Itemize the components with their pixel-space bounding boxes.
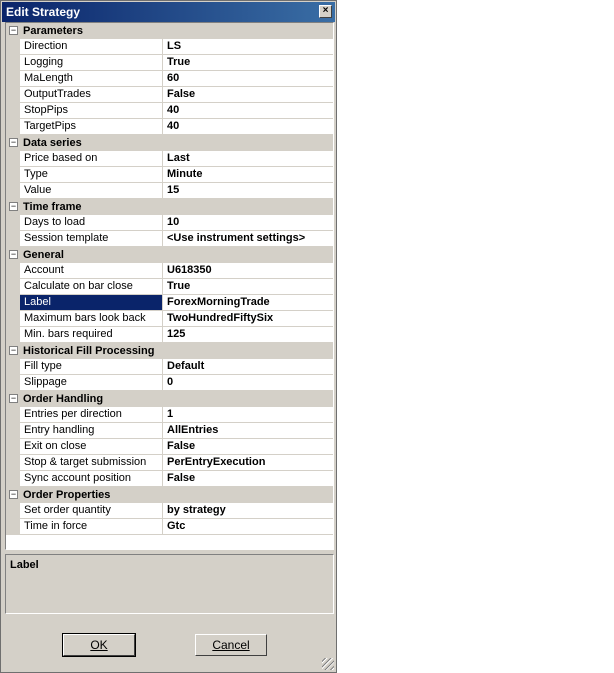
category-header[interactable] [6, 343, 333, 359]
property-row[interactable] [6, 39, 333, 55]
property-value[interactable]: 40 [167, 104, 180, 116]
row-gutter [6, 215, 20, 230]
category-header[interactable] [6, 487, 333, 503]
property-row[interactable] [6, 407, 333, 423]
collapse-icon[interactable]: − [10, 201, 17, 211]
property-row[interactable] [6, 215, 333, 231]
row-gutter [6, 263, 20, 278]
category-header[interactable] [6, 391, 333, 407]
row-gutter [6, 119, 20, 134]
property-row[interactable] [6, 423, 333, 439]
property-name[interactable]: Session template [20, 231, 163, 246]
row-gutter [6, 503, 20, 518]
property-name[interactable]: Exit on close [20, 439, 163, 454]
property-row[interactable] [6, 327, 333, 343]
property-value[interactable]: False [167, 472, 196, 484]
property-name[interactable]: Logging [20, 55, 163, 70]
property-row[interactable] [6, 295, 333, 311]
row-gutter [6, 167, 20, 182]
property-row[interactable] [6, 87, 333, 103]
property-row[interactable] [6, 455, 333, 471]
property-name[interactable]: Direction [20, 39, 163, 54]
property-value[interactable]: False [167, 440, 196, 452]
property-name[interactable]: Min. bars required [20, 327, 163, 342]
collapse-icon[interactable]: − [10, 489, 17, 499]
row-gutter [6, 439, 20, 454]
property-name[interactable]: TargetPips [20, 119, 163, 134]
property-row[interactable] [6, 71, 333, 87]
description-panel [5, 554, 334, 614]
row-gutter [6, 231, 20, 246]
property-name[interactable]: Type [20, 167, 163, 182]
collapse-icon[interactable]: − [10, 345, 17, 355]
property-row[interactable] [6, 519, 333, 535]
row-gutter [6, 151, 20, 166]
property-value[interactable]: False [167, 88, 196, 100]
property-value[interactable]: AllEntries [167, 424, 219, 436]
property-name[interactable]: Account [20, 263, 163, 278]
resize-grip-icon[interactable] [322, 658, 334, 670]
property-row[interactable] [6, 503, 333, 519]
property-row[interactable] [6, 375, 333, 391]
property-name[interactable]: Maximum bars look back [20, 311, 163, 326]
property-row[interactable] [6, 311, 333, 327]
property-row[interactable] [6, 439, 333, 455]
property-name[interactable]: Set order quantity [20, 503, 163, 518]
property-name[interactable]: Label [20, 295, 163, 310]
property-value[interactable]: Default [167, 360, 205, 372]
property-value[interactable]: 15 [167, 184, 180, 196]
property-row[interactable] [6, 279, 333, 295]
property-value[interactable]: by strategy [167, 504, 226, 516]
description-title: Label [10, 559, 39, 571]
property-value[interactable]: True [167, 280, 191, 292]
row-gutter [6, 55, 20, 70]
row-gutter [6, 327, 20, 342]
property-name[interactable]: Calculate on bar close [20, 279, 163, 294]
row-gutter [6, 311, 20, 326]
property-name[interactable]: Time in force [20, 519, 163, 534]
property-value[interactable]: PerEntryExecution [167, 456, 266, 468]
property-row[interactable] [6, 119, 333, 135]
property-row[interactable] [6, 167, 333, 183]
property-name[interactable]: Sync account position [20, 471, 163, 486]
close-icon[interactable]: × [319, 5, 332, 18]
category-label: Historical Fill Processing [23, 345, 155, 357]
property-row[interactable] [6, 55, 333, 71]
property-row[interactable] [6, 263, 333, 279]
title-bar[interactable] [2, 2, 335, 22]
property-name[interactable]: OutputTrades [20, 87, 163, 102]
row-gutter [6, 423, 20, 438]
property-row[interactable] [6, 231, 333, 247]
row-gutter [6, 407, 20, 422]
property-value[interactable]: 60 [167, 72, 180, 84]
category-header[interactable] [6, 135, 333, 151]
collapse-icon[interactable]: − [10, 249, 17, 259]
property-row[interactable] [6, 471, 333, 487]
category-header[interactable] [6, 199, 333, 215]
property-name[interactable]: MaLength [20, 71, 163, 86]
category-label: Order Properties [23, 489, 111, 501]
row-gutter [6, 375, 20, 390]
property-name[interactable]: Days to load [20, 215, 163, 230]
property-grid [5, 22, 334, 550]
collapse-icon[interactable]: − [10, 137, 17, 147]
property-name[interactable]: Price based on [20, 151, 163, 166]
row-gutter [6, 103, 20, 118]
property-name[interactable]: Entry handling [20, 423, 163, 438]
property-name[interactable]: Value [20, 183, 163, 198]
cancel-button[interactable]: Cancel [195, 634, 267, 656]
property-value[interactable]: True [167, 56, 191, 68]
row-gutter [6, 455, 20, 470]
property-name[interactable]: Slippage [20, 375, 163, 390]
property-value[interactable]: 40 [167, 120, 180, 132]
property-value[interactable]: <Use instrument settings> [167, 232, 306, 244]
category-label: Data series [23, 137, 82, 149]
category-label: Order Handling [23, 393, 104, 405]
property-value[interactable]: U618350 [167, 264, 212, 276]
ok-button[interactable]: OK [63, 634, 135, 656]
property-name[interactable]: StopPips [20, 103, 163, 118]
category-header[interactable] [6, 23, 333, 39]
property-row[interactable] [6, 359, 333, 375]
property-value[interactable]: ForexMorningTrade [167, 296, 270, 308]
property-value[interactable]: 1 [167, 408, 174, 420]
property-value[interactable]: Last [167, 152, 190, 164]
property-row[interactable] [6, 103, 333, 119]
property-value[interactable]: 125 [167, 328, 186, 340]
property-value[interactable]: Minute [167, 168, 203, 180]
property-value[interactable]: LS [167, 40, 182, 52]
row-gutter [6, 295, 20, 310]
row-gutter [6, 71, 20, 86]
property-value[interactable]: TwoHundredFiftySix [167, 312, 274, 324]
property-value[interactable]: Gtc [167, 520, 186, 532]
category-label: General [23, 249, 64, 261]
property-row[interactable] [6, 183, 333, 199]
category-label: Time frame [23, 201, 82, 213]
property-name[interactable]: Stop & target submission [20, 455, 163, 470]
property-value[interactable]: 10 [167, 216, 180, 228]
category-header[interactable] [6, 247, 333, 263]
row-gutter [6, 519, 20, 534]
row-gutter [6, 183, 20, 198]
property-name[interactable]: Entries per direction [20, 407, 163, 422]
property-row[interactable] [6, 151, 333, 167]
row-gutter [6, 87, 20, 102]
property-value[interactable]: 0 [167, 376, 174, 388]
row-gutter [6, 471, 20, 486]
row-gutter [6, 359, 20, 374]
row-gutter [6, 279, 20, 294]
property-name[interactable]: Fill type [20, 359, 163, 374]
window-title: Edit Strategy [6, 5, 81, 19]
collapse-icon[interactable]: − [10, 393, 17, 403]
row-gutter [6, 39, 20, 54]
category-label: Parameters [23, 25, 83, 37]
collapse-icon[interactable]: − [10, 25, 17, 35]
